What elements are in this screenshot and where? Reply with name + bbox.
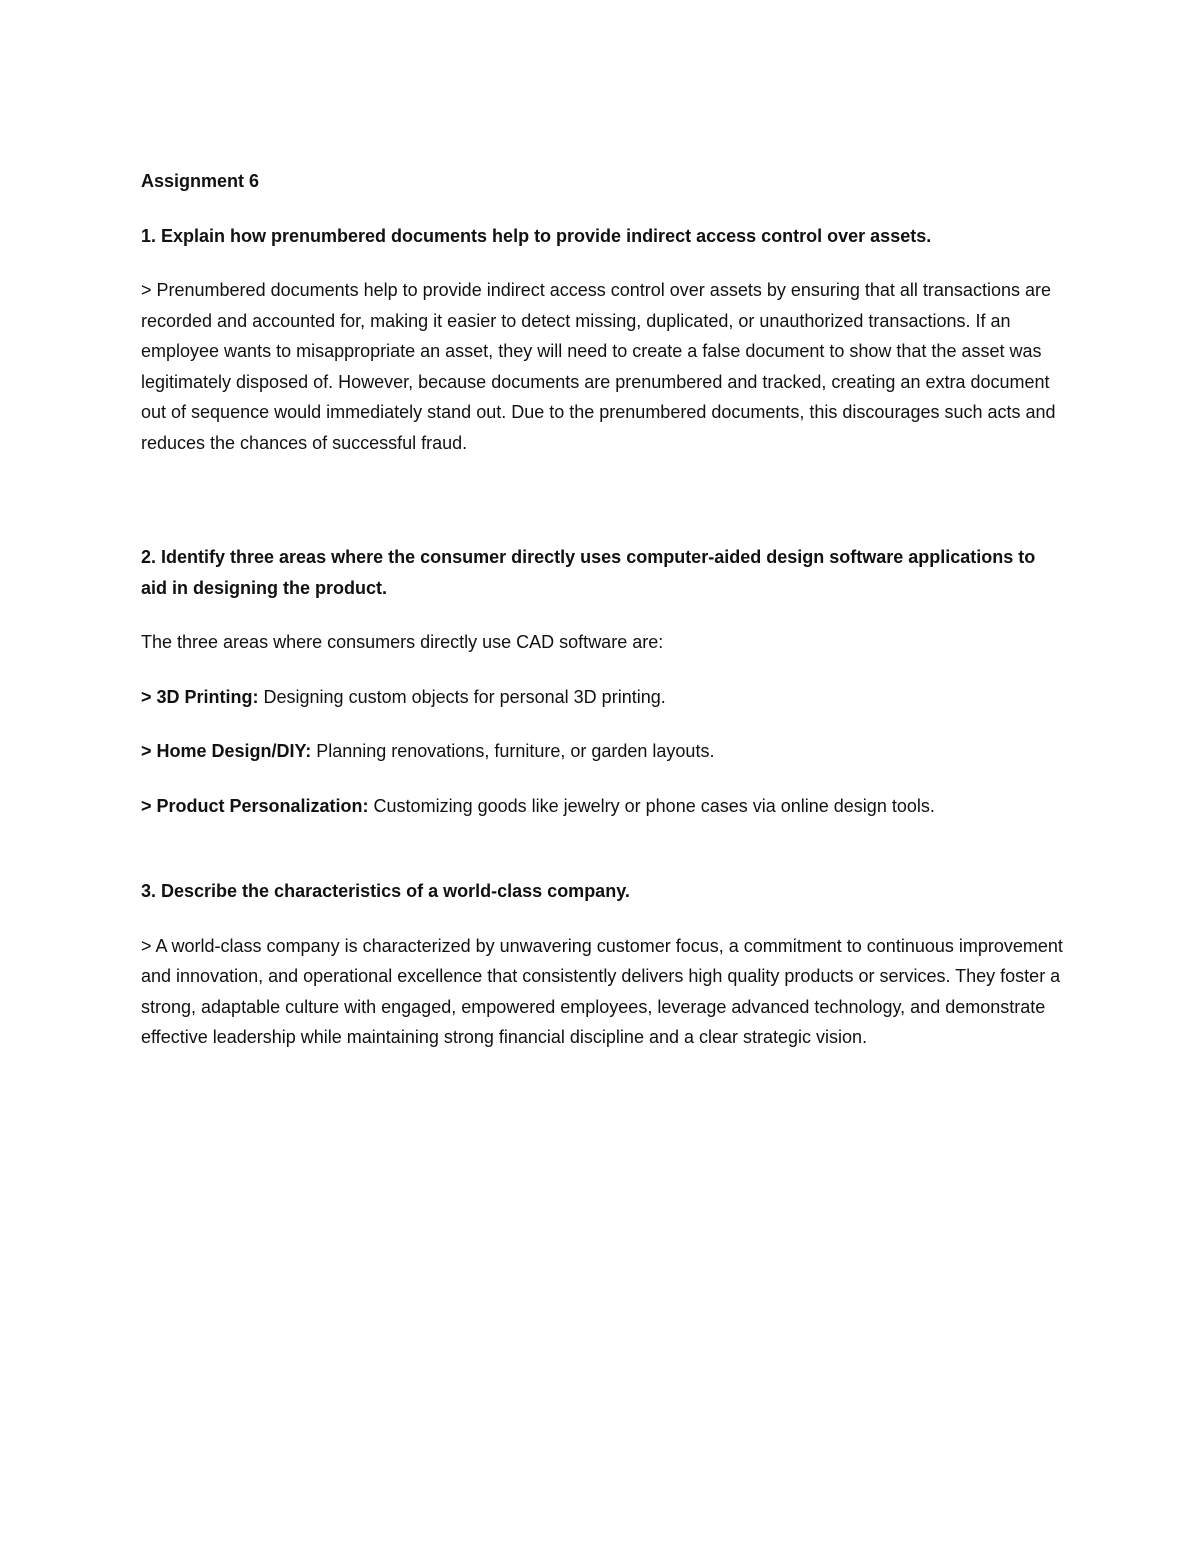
document-content	[141, 166, 1066, 1053]
section-spacer	[141, 821, 1066, 876]
answer-3: > A world-class company is characterized by unwavering customer focus, a commitment to continuous improvement and innovation, and operational excellence that consistently delivers high quality products or services. They foster a strong, adaptable culture with engaged, empowered employees, leverage advanced technology, and demonstrate effective leadership while maintaining strong financial discipline and a clear strategic vision.	[141, 935, 1063, 1047]
answer-2-item-product-personalization	[141, 791, 1066, 822]
item-label: > 3D Printing:	[141, 686, 259, 707]
answer-2-item-home-design	[141, 736, 1066, 767]
section-spacer	[141, 458, 1066, 542]
item-text: Planning renovations, furniture, or garden layouts.	[311, 741, 715, 761]
document-title: Assignment 6	[141, 171, 260, 191]
question-2: 2. Identify three areas where the consumer directly uses computer-aided design software applications to aid in designing the product.	[141, 547, 1036, 598]
answer-2-item-3d-printing	[141, 682, 1066, 713]
item-label: > Product Personalization:	[141, 795, 369, 816]
item-label: > Home Design/DIY:	[141, 741, 312, 761]
item-text: Customizing goods like jewelry or phone cases via online design tools.	[368, 795, 935, 816]
item-text: Designing custom objects for personal 3D printing.	[258, 686, 666, 707]
question-1: 1. Explain how prenumbered documents help to provide indirect access control over assets.	[141, 225, 932, 246]
question-3: 3. Describe the characteristics of a world-class company.	[141, 881, 630, 901]
answer-2-intro: The three areas where consumers directly use CAD software are:	[141, 632, 664, 652]
answer-1: > Prenumbered documents help to provide indirect access control over assets by ensuring that all transactions are recorded and accounted for, making it easier to detect missing, duplicated, or unauthorized transactions. If an employee wants to misappropriate an asset, they will need to create a false document to show that the asset was legitimately disposed of. However, because documents are prenumbered and tracked, creating an extra document out of sequence would immediately stand out. Due to the prenumbered documents, this discourages such acts and reduces the chances of successful fraud.	[141, 280, 1056, 453]
